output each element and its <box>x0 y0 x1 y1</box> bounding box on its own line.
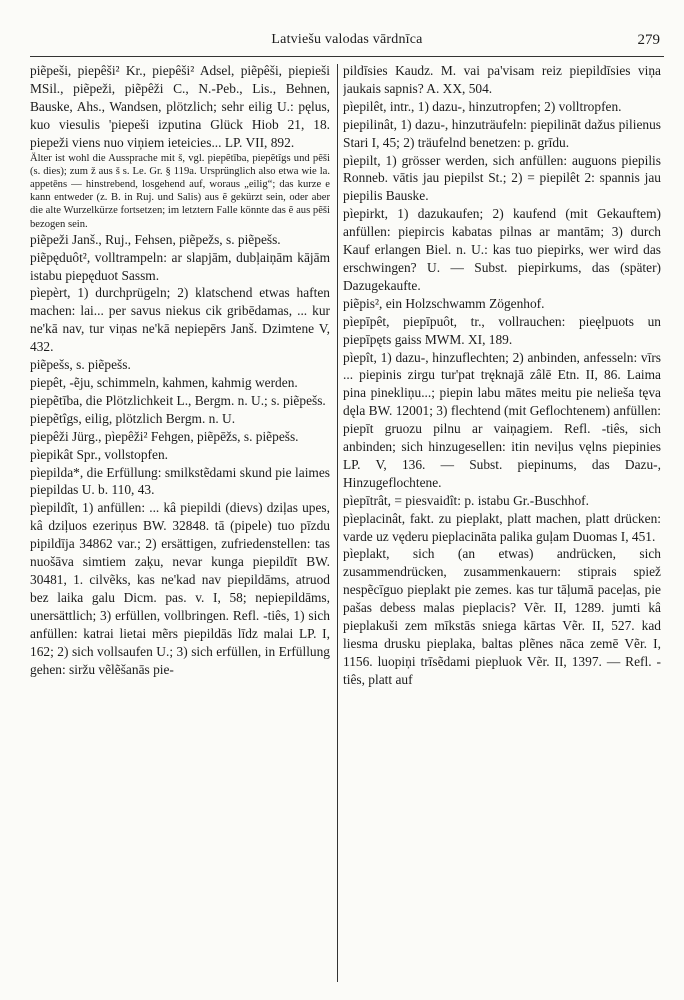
column-divider <box>337 64 338 982</box>
entry: pìepītrât, = piesvaidît: p. istabu Gr.-Buschhof. <box>343 492 589 508</box>
entry: pìepildît, 1) anfüllen: ... kâ piepildi (dievs) dziļas upes, kâ dziļuos ezeriņus BW. 32848. tā (pipele) tuo pīzdu pipildīja 34862 var.; 2) ersättigen, zufriedenstellen: tas nuošāva simtiem zaķu, nevar kunga piepildīt BW. 30481, 1. cilvẽks, kas ne'kad nav piepildāms, atruod bez laika galu Dicm. pas. v. I, 58; nepiepildāms, unersättlich; 3) erfüllen, vollbringen. Refl. -tiês, 1) sich anfüllen: katrai lietai mẽrs piepildās līdz malai LP. I, 162; 2) sich vollsaufen U.; 3) sich erfüllen, in Erfüllung gehen: siržu vẽlẽšanās pie- <box>30 500 330 677</box>
entry: piepẽtîgs, eilig, plötzlich Bergm. n. U. <box>30 410 236 426</box>
entry: pìeplacinât, fakt. zu pieplakt, platt machen, platt drücken: varde uz vęderu pieplacināta palika guļam Duomas I, 451. <box>343 510 661 544</box>
right-column <box>343 62 661 982</box>
entry: piepêt, -ẽju, schimmeln, kahmen, kahmig werden. <box>30 375 298 390</box>
entry: piẽpis², ein Holzschwamm Zögenhof. <box>343 295 545 311</box>
entry: pìepilt, 1) grösser werden, sich anfüllen: auguons piepilis Ronneb. vātis jau piepilst St.; 2) = piepilêt 2: spannis jau piepilis Bauske. <box>343 152 661 204</box>
entry: piepilinât, 1) dazu-, hinzuträufeln: piepilināt dažus pilienus Stari I, 45; 2) träufelnd benetzen: p. grīdu. <box>343 116 661 150</box>
entry: piẽpeši, piepêši² Kr., piepêši² Adsel, piẽpêši, piepieši MSil., piẽpeži, piẽpêži C., N.-Peb., Lis., Behnen, Bauske, Ahs., Wandsen, plötzlich; sehr eilig U.: pęlus, kuo viesulis 'piepeši izputina Glück Hiob 21, 18. piepeži viens nuo viņiem ieteicies... LP. VII, 892. <box>30 63 330 150</box>
entry: pìepilda*, die Erfüllung: smilkstẽdami skund pie laimes piepildas U. b. 110, 43. <box>30 464 330 498</box>
page-number: 279 <box>637 32 660 48</box>
left-column <box>30 62 330 982</box>
entry: pìepirkt, 1) dazukaufen; 2) kaufend (mit Gekauftem) anfüllen: piepircis kabatas pilnas ar mantām; 3) durch Kauf erlangen Biel. n. U.: kas tuo piepirks, wer wird das erschwingen? U. — Subst. piepirkums, das (später) Dazugekaufte. <box>343 206 661 293</box>
entry: pìepît, 1) dazu-, hinzuflechten; 2) anbinden, anfesseln: vīrs ... piepinis zirgu tur'pat tręknajā zâlē Etn. II, 86. Laima pina pinekliņu...; piepin labu mātes meitu pie nelieša tęva dęla BW. 12001; 3) flechtend (mit Geflochtenem) anfüllen: piepīt gruozu pilnu ar vaiņagiem. Refl. -tiês, sich anbinden; sich hinzugesellen: itin neviļus vęlns piepinies LP. V, 136. — Subst. piepinums, das Dazu-, Hinzugeflochtene. <box>343 349 661 490</box>
entry: pìepīpêt, piepīpuôt, tr., vollrauchen: pieęlpuots un piepīpęts gaiss MWM. XI, 189. <box>343 313 661 347</box>
dictionary-title: Latviešu valodas vārdnīca <box>271 32 423 47</box>
header-rule <box>30 56 664 57</box>
etymology-note: Älter ist wohl die Aussprache mit š, vgl. piepẽtība, piepẽtîgs und pẽši (s. dies); zum ž aus š s. Le. Gr. § 119a. Ursprünglich also etwa wie la. appetēns — hinstrebend, losgehend auf, woraus „eilig“; das kurze e kann entweder (z. B. in Ruj. und Salis) aus ẽ gekürzt sein, oder aber die alte Wurzelkürze fortsetzen; im letztern Falle könnte das ẽ aus pẽši bezogen sein. <box>30 152 330 230</box>
entry: pildīsies Kaudz. M. vai pa'visam reiz piepildīsies viņa jaukais sapnis? A. XX, 504. <box>343 63 661 96</box>
entry: pìepèrt, 1) durchprügeln; 2) klatschend etwas haften machen: lai... per savus niekus cik gribēdamas, ... kur ne'kā nav, tur viņas ne'kā nepiepērs Janš. Dzimtene V, 432. <box>30 285 330 355</box>
running-header <box>30 32 664 54</box>
entry: piepẽtība, die Plötzlichkeit L., Bergm. n. U.; s. piẽpešs. <box>30 392 326 408</box>
entry: piepêži Jürg., pìepêži² Fehgen, piẽpēžs, s. piẽpešs. <box>30 428 299 444</box>
entry: piẽpeži Janš., Ruj., Fehsen, piẽpežs, s. piẽpešs. <box>30 231 281 247</box>
entry: pìeplakt, sich (an etwas) andrücken, sich zusammendrücken, zusammenkauern: stiprais spiež nespẽcīguo pieplakt pie zemes. kas tur tāļumā paceļas, pie pašas debess malas pieplacis? Vẽr. II, 1289. jumti kâ pieplakuši zem mīkstās sniega kārtas Vẽr. II, 527. kad liesma drusku pieplaka, baltas plẽnes nāca zemē Vẽr. I, 1156. luopiņi trīsẽdami piepluok Vẽr. II, 1397. — Refl. -tiês, platt auf <box>343 546 661 687</box>
entry: pìepikât Spr., vollstopfen. <box>30 446 168 462</box>
entry: piẽpešs, s. piẽpešs. <box>30 357 131 373</box>
entry: pìepilêt, intr., 1) dazu-, hinzutropfen; 2) volltropfen. <box>343 98 622 114</box>
entry: piẽpęduôt², volltrampeln: ar slapjām, dubļaiņām kājām istabu piepęduot Sassm. <box>30 249 330 283</box>
